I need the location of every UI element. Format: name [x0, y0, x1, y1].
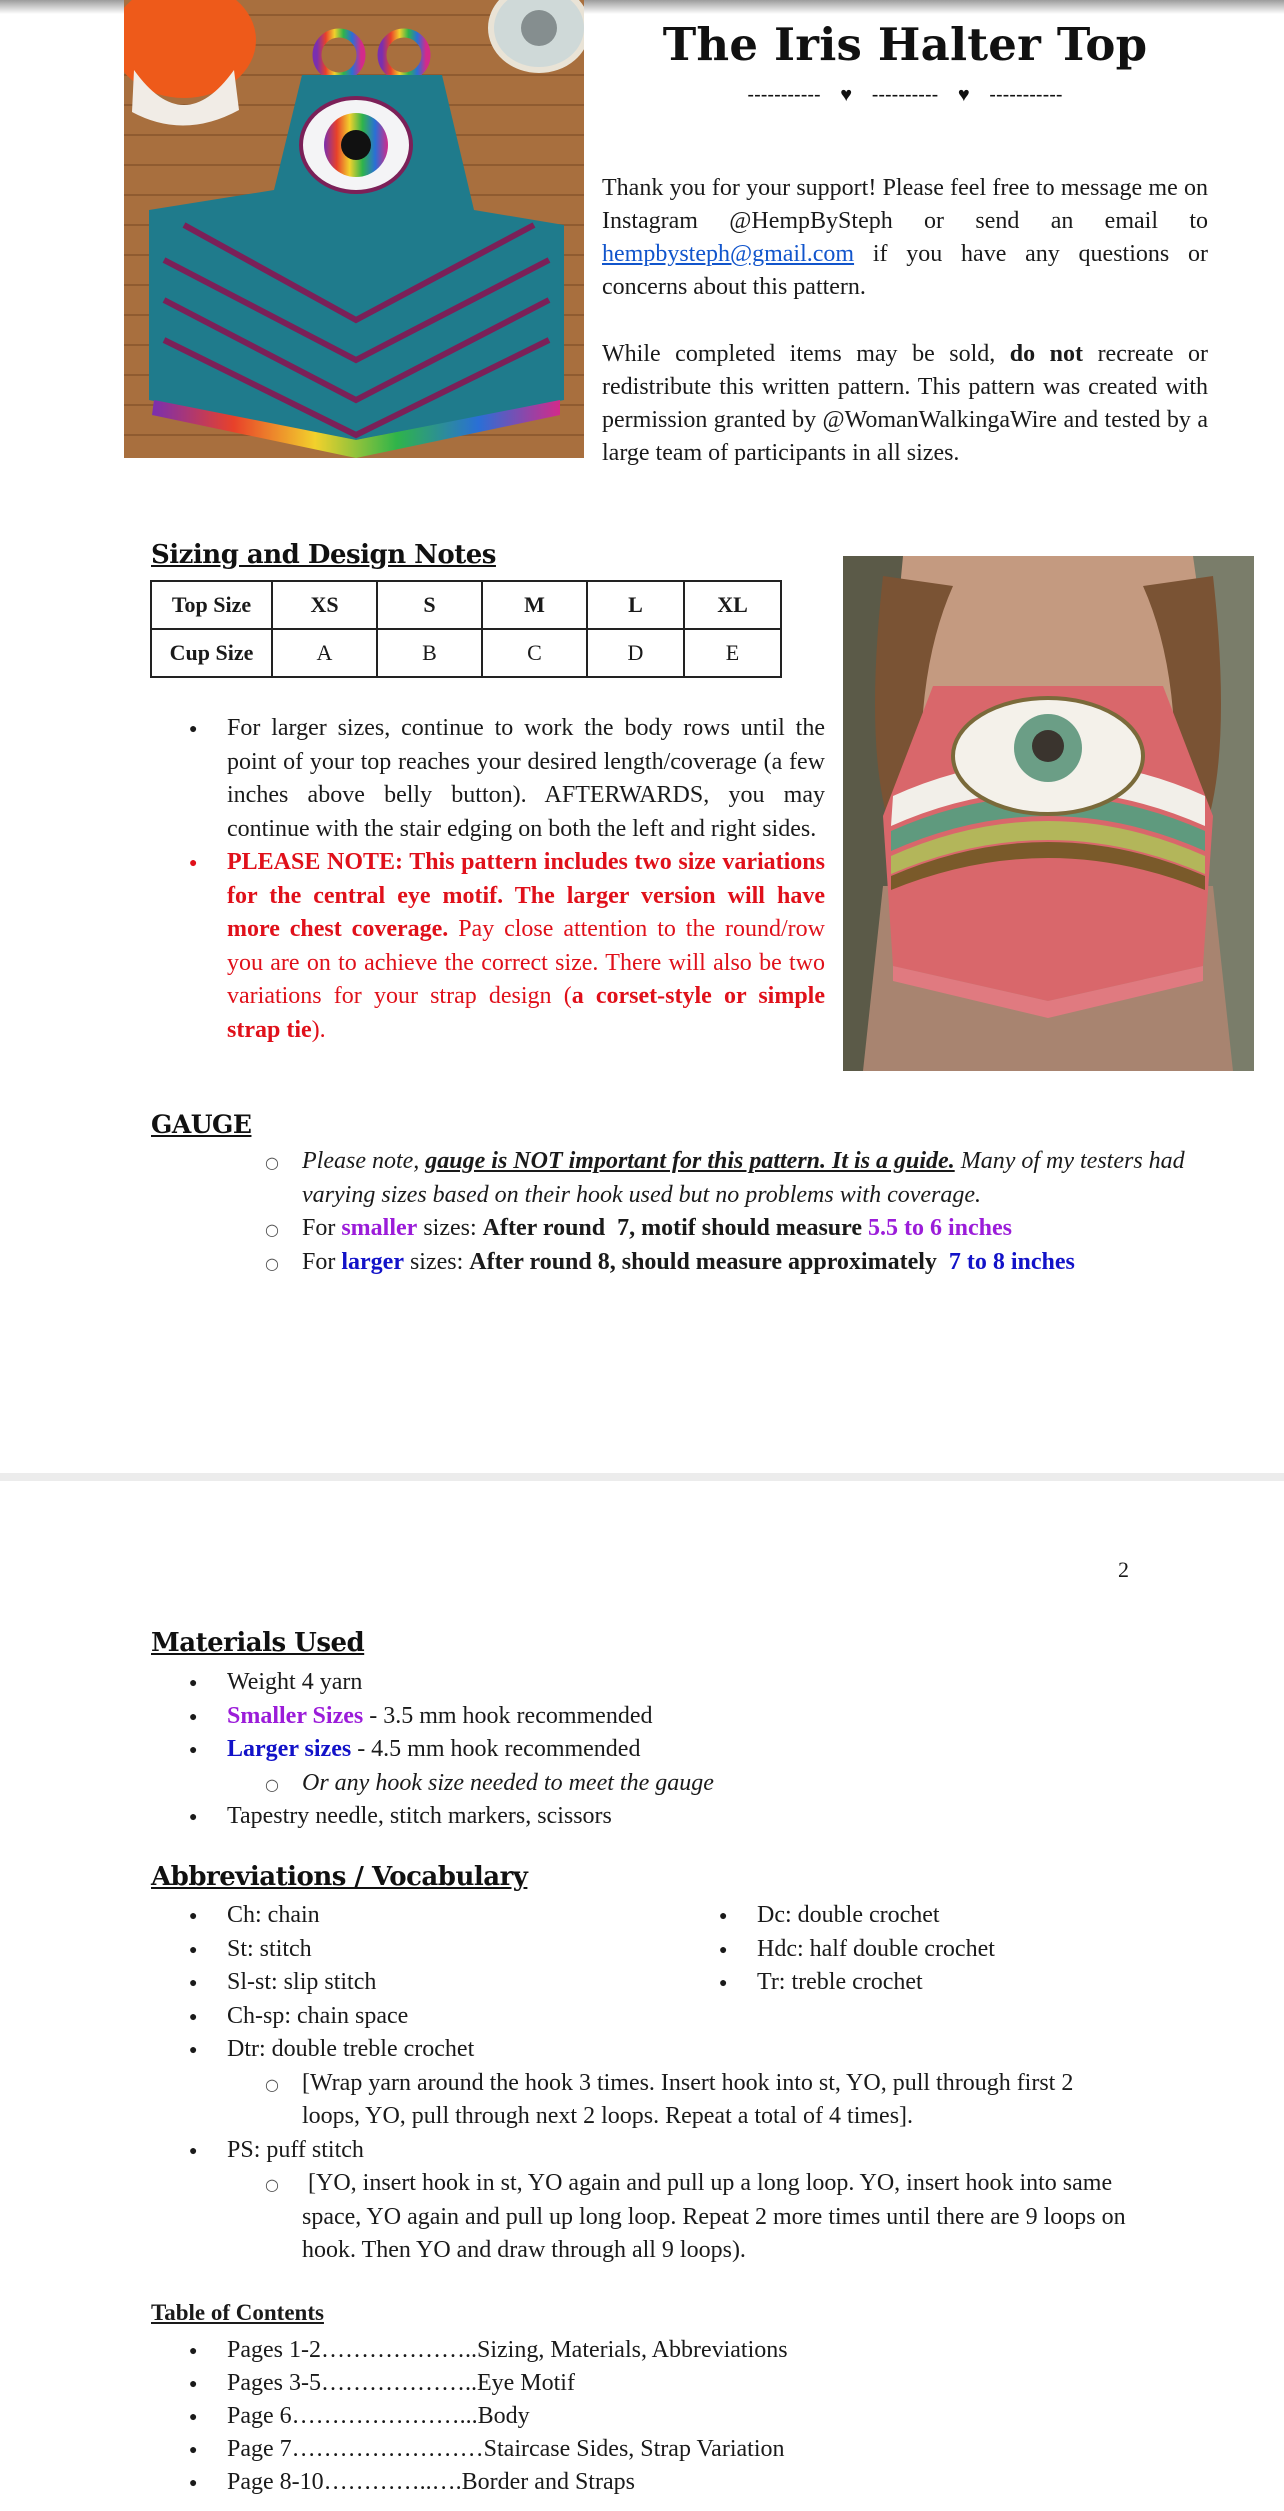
table-cell: M [482, 581, 587, 629]
rights-text-2: recreate or redistribute this written pattern. This pattern was created with permission granted by @WomanWalkingaWire and tested by a large team of participants in all sizes. [602, 341, 1209, 466]
gauge-text: For [302, 1248, 342, 1275]
table-cell: Top Size [151, 581, 272, 629]
worn-top-photo [843, 556, 1254, 1071]
intro-text-1: Thank you for your support! Please feel free to message me on Instagram @HempBySteph or send an email to [602, 175, 1208, 234]
list-item: ● Tr: treble crochet [757, 1966, 1157, 2000]
list-item [302, 1246, 1202, 1280]
toc-item: ● Pages 1-2………………..Sizing, Materials, Abbreviations [227, 2334, 1027, 2367]
list-item: ● Hdc: half double crochet [757, 1933, 1157, 1967]
larger-measure: 7 to 8 inches [948, 1248, 1075, 1275]
flat-top-photo [124, 0, 584, 458]
table-cell: D [587, 629, 684, 677]
divider-dashes: ----------- [989, 84, 1063, 106]
list-item [302, 1145, 1202, 1212]
gauge-text: sizes: [403, 1248, 470, 1275]
gauge-bold-text: After round 8, should measure approximately [469, 1248, 949, 1275]
list-subitem: ○ [Wrap yarn around the hook 3 times. Insert hook into st, YO, pull through first 2 loops, YO, pull through next 2 loops. Repeat a total of 4 times]. [302, 2067, 1132, 2134]
table-cell: XL [684, 581, 781, 629]
list-subitem: ○ [YO, insert hook in st, YO again and pull up a long loop. YO, insert hook into same space, YO again and pull up long loop. Repeat 2 more times until there are 9 loops on hook. Then YO and draw through all 9 loops). [302, 2167, 1132, 2268]
toc-item: ● Pages 3-5………………..Eye Motif [227, 2367, 1027, 2400]
rights-text-1: While completed items may be sold, [602, 341, 1010, 367]
list-item: ● Ch: chain [227, 1899, 727, 1933]
list-item: ● For larger sizes, continue to work the body rows until the point of your top reaches your desired length/coverage (a few inches above belly button). AFTERWARDS, you may continue with the stair edging on both the left and right sides. [227, 712, 825, 846]
list-item [227, 1700, 1127, 1734]
page-number: 2 [1118, 1557, 1129, 1582]
table-row [151, 629, 781, 677]
table-cell: S [377, 581, 482, 629]
gauge-bold-text: gauge is NOT important for this pattern. It is a guide. [425, 1148, 955, 1174]
note-bold-text: PLEASE NOTE: This pattern includes two size variations for the central eye motif. The larger version will have more chest coverage. [227, 849, 825, 942]
note-text: ). [311, 1016, 326, 1043]
material-text: - 3.5 mm hook recommended [363, 1702, 653, 1729]
divider-dashes: ---------- [871, 84, 939, 106]
table-cell: XS [272, 581, 377, 629]
abbreviations-heading: Abbreviations / Vocabulary [151, 1862, 528, 1892]
list-item: ● Dtr: double treble crochet [227, 2033, 727, 2067]
list-item: ● Ch-sp: chain space [227, 2000, 727, 2034]
list-item [227, 846, 825, 1047]
table-cell: Cup Size [151, 629, 272, 677]
gauge-text: Many of my testers had varying sizes based on their hook used but no problems with coverage. [302, 1148, 1185, 1208]
smaller-measure: 5.5 to 6 inches [868, 1215, 1013, 1241]
email-link[interactable]: hempbysteph@gmail.com [602, 241, 855, 267]
design-notes-list [227, 712, 825, 1047]
material-text: - 4.5 mm hook recommended [351, 1736, 641, 1762]
table-cell: B [377, 629, 482, 677]
table-cell: E [684, 629, 781, 677]
list-subitem: ○ Or any hook size needed to meet the gauge [302, 1767, 1127, 1801]
table-row [151, 581, 781, 629]
larger-sizes-label: Larger sizes [227, 1736, 352, 1762]
table-cell: L [587, 581, 684, 629]
toc-item: ● Page 6…………………...Body [227, 2400, 1027, 2433]
list-item: ● Dc: double crochet [757, 1899, 1157, 1933]
table-cell: A [272, 629, 377, 677]
list-item [227, 1733, 1127, 1767]
toc-item: ● Page 7……………………Staircase Sides, Strap Variation [227, 2433, 1027, 2466]
intro-paragraph-contact [602, 172, 1208, 304]
list-item: ● Tapestry needle, stitch markers, scissors [227, 1800, 1127, 1834]
gauge-heading: GAUGE [151, 1110, 252, 1139]
intro-text [602, 172, 1208, 504]
list-item: ● Sl-st: slip stitch [227, 1966, 727, 2000]
note-text: Pay close attention to the round/row you are on to achieve the correct size. There will also be two variations for your strap design ( [227, 916, 825, 1009]
list-item: ● PS: puff stitch [227, 2134, 727, 2168]
gauge-list [302, 1145, 1202, 1279]
flat-top-illustration [124, 0, 584, 458]
sizing-heading: Sizing and Design Notes [151, 540, 496, 570]
list-item: ● St: stitch [227, 1933, 727, 1967]
materials-heading: Materials Used [151, 1628, 365, 1658]
toc-list [227, 2334, 1027, 2499]
larger-label: larger [341, 1248, 404, 1275]
gauge-text: For [302, 1215, 342, 1241]
smaller-sizes-label: Smaller Sizes [227, 1702, 364, 1729]
page-title: The Iris Halter Top [662, 18, 1148, 71]
materials-list [227, 1666, 1127, 1834]
list-item [302, 1212, 1202, 1246]
size-table [150, 580, 782, 678]
divider-dashes: ----------- [747, 84, 821, 106]
smaller-label: smaller [341, 1215, 418, 1241]
intro-text-2: if you have any questions or concerns about this pattern. [602, 241, 1208, 300]
gauge-text: sizes: [417, 1215, 483, 1241]
worn-top-illustration [843, 556, 1254, 1071]
page-separator [0, 1473, 1284, 1481]
gauge-bold-text: After round 7, motif should measure [482, 1215, 869, 1241]
intro-paragraph-rights [602, 338, 1208, 470]
table-cell: C [482, 629, 587, 677]
toc-item: ● Page 8-10…………..….Border and Straps [227, 2466, 1027, 2499]
rights-bold: do not [1009, 341, 1084, 367]
note-bold-text: a corset-style or simple strap tie [227, 983, 825, 1043]
heart-icon: ♥ [840, 84, 853, 106]
gauge-text: Please note, [302, 1148, 426, 1174]
title-divider [690, 84, 1120, 107]
toc-heading: Table of Contents [151, 2300, 324, 2325]
heart-icon: ♥ [957, 84, 970, 106]
list-item: ● Weight 4 yarn [227, 1666, 1127, 1700]
abbreviations-list-right [757, 1899, 1157, 2000]
